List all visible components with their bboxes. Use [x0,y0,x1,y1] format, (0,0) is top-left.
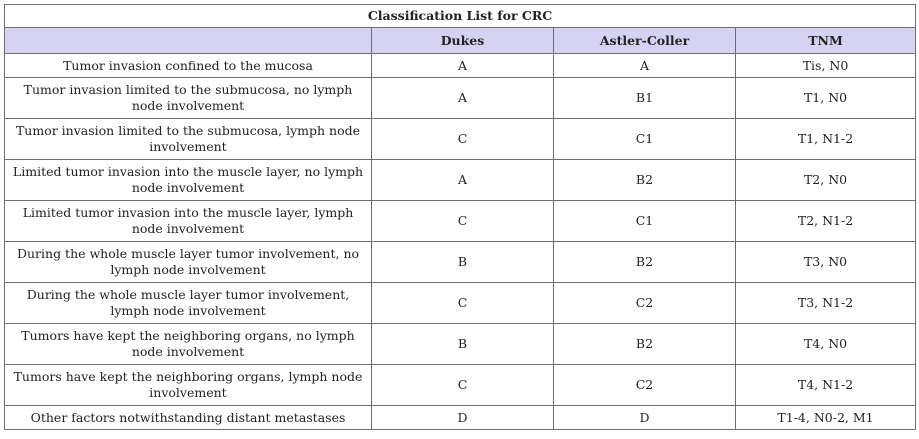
table-row [5,365,916,406]
table-row [5,201,916,242]
dukes-cell: C [372,283,554,324]
table-row [5,54,916,78]
stage-description-cell: During the whole muscle layer tumor involvement, no lymph node involvement [5,242,372,283]
table-row [5,242,916,283]
astler-coller-cell: C2 [554,365,736,406]
tnm-cell: T3, N1-2 [736,283,916,324]
stage-description-cell: Tumor invasion limited to the submucosa, no lymph node involvement [5,78,372,119]
stage-description-cell: During the whole muscle layer tumor involvement, lymph node involvement [5,283,372,324]
tnm-cell: T1, N1-2 [736,119,916,160]
dukes-cell: B [372,324,554,365]
column-header-stage [5,28,372,54]
stage-description-cell: Tumors have kept the neighboring organs, no lymph node involvement [5,324,372,365]
stage-description-cell: Tumor invasion limited to the submucosa, lymph node involvement [5,119,372,160]
tnm-cell: T4, N1-2 [736,365,916,406]
astler-coller-cell: C1 [554,119,736,160]
tnm-cell: T3, N0 [736,242,916,283]
column-header-astler-coller: Astler-Coller [554,28,736,54]
table-row [5,119,916,160]
column-header-dukes: Dukes [372,28,554,54]
tnm-cell: Tis, N0 [736,54,916,78]
astler-coller-cell: C2 [554,283,736,324]
dukes-cell: D [372,406,554,430]
tnm-cell: T2, N1-2 [736,201,916,242]
dukes-cell: A [372,78,554,119]
dukes-cell: A [372,54,554,78]
tnm-cell: T4, N0 [736,324,916,365]
crc-classification-table [4,4,916,430]
astler-coller-cell: D [554,406,736,430]
dukes-cell: B [372,242,554,283]
table-row [5,283,916,324]
table-title-row [5,5,916,28]
table-container [4,4,916,430]
stage-description-cell: Tumors have kept the neighboring organs, lymph node involvement [5,365,372,406]
astler-coller-cell: B2 [554,242,736,283]
astler-coller-cell: C1 [554,201,736,242]
dukes-cell: A [372,160,554,201]
stage-description-cell: Limited tumor invasion into the muscle layer, lymph node involvement [5,201,372,242]
astler-coller-cell: B1 [554,78,736,119]
tnm-cell: T1-4, N0-2, M1 [736,406,916,430]
dukes-cell: C [372,365,554,406]
astler-coller-cell: B2 [554,324,736,365]
tnm-cell: T1, N0 [736,78,916,119]
stage-description-cell: Limited tumor invasion into the muscle layer, no lymph node involvement [5,160,372,201]
column-header-tnm: TNM [736,28,916,54]
astler-coller-cell: A [554,54,736,78]
table-row [5,78,916,119]
table-row [5,160,916,201]
table-header-row [5,28,916,54]
dukes-cell: C [372,201,554,242]
table-row [5,324,916,365]
table-title: Classification List for CRC [5,5,916,28]
dukes-cell: C [372,119,554,160]
table-row [5,406,916,430]
tnm-cell: T2, N0 [736,160,916,201]
astler-coller-cell: B2 [554,160,736,201]
stage-description-cell: Tumor invasion confined to the mucosa [5,54,372,78]
stage-description-cell: Other factors notwithstanding distant metastases [5,406,372,430]
